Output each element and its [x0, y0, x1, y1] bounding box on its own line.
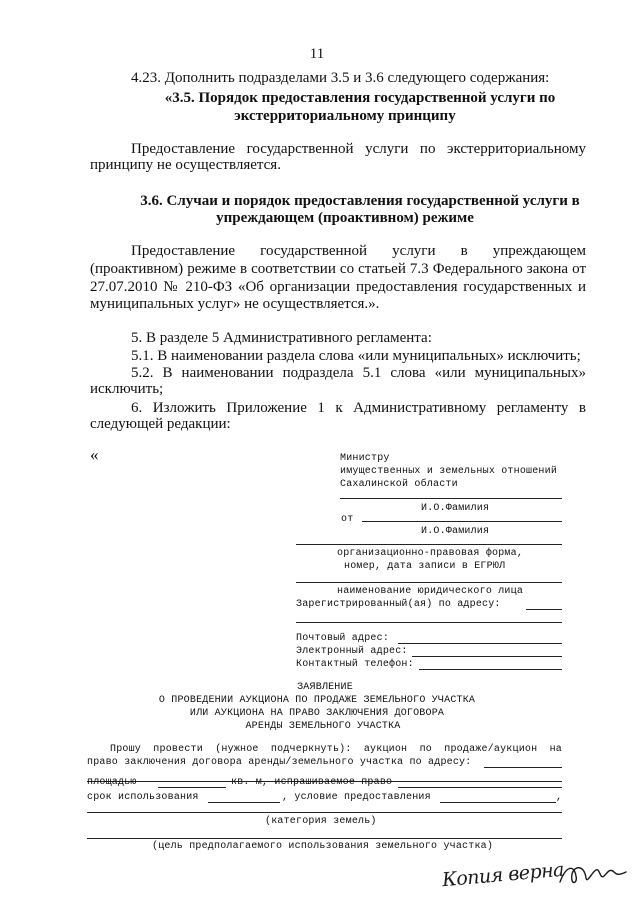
section-3-6-paragraph-line-3: 27.07.2010 № 210-ФЗ «Об организации предоставления государственных и	[90, 279, 586, 295]
org-form-line	[296, 544, 562, 545]
purpose-caption: (цель предполагаемого использования земельного участка)	[152, 841, 494, 852]
requested-right-field[interactable]	[398, 787, 562, 788]
application-heading-1: ЗАЯВЛЕНИЕ	[297, 682, 353, 693]
area-unit-label: кв. м, испрашиваемое право	[231, 777, 393, 788]
item-5-1: 5.1. В наименовании раздела слова «или муниципальных» исключить;	[131, 348, 581, 364]
section-3-6-paragraph-line-2: (проактивном) режиме в соответствии со статьей 7.3 Федерального закона от	[90, 261, 586, 277]
application-heading-2: О ПРОВЕДЕНИИ АУКЦИОНА ПО ПРОДАЖЕ ЗЕМЕЛЬНОГО УЧАСТКА	[158, 695, 476, 706]
section-3-6-title-line-1: 3.6. Случаи и порядок предоставления государственной услуги в	[140, 193, 580, 209]
land-category-line[interactable]	[87, 812, 562, 813]
org-form-caption-2: номер, дата записи в ЕГРЮЛ	[344, 561, 506, 572]
item-5-2-line-1: 5.2. В наименовании подраздела 5.1 слова «или муниципальных»	[131, 365, 586, 381]
section-3-6-paragraph-line-1: Предоставление государственной услуги в упреждающем	[131, 243, 586, 259]
postal-address-label: Почтовый адрес:	[296, 633, 390, 644]
request-line-2: право заключения договора аренды/земельного участка по адресу:	[87, 757, 472, 768]
phone-field[interactable]	[419, 669, 562, 670]
from-label: от	[341, 514, 354, 525]
section-3-5-paragraph-line-1: Предоставление государственной услуги по экстерриториальному	[131, 141, 586, 157]
org-form-caption-1: организационно-правовая форма,	[337, 548, 524, 559]
application-heading-4: АРЕНДЫ ЗЕМЕЛЬНОГО УЧАСТКА	[245, 721, 401, 732]
registered-address-line-2[interactable]	[296, 622, 562, 623]
email-label: Электронный адрес:	[296, 646, 408, 657]
postal-address-field[interactable]	[398, 643, 562, 644]
email-field[interactable]	[412, 656, 562, 657]
condition-comma: ,	[556, 792, 563, 803]
addressee-line-2: имущественных и земельных отношений	[340, 466, 558, 477]
addressee-line-3: Сахалинской области	[340, 479, 458, 490]
item-5-2-line-2: исключить;	[90, 381, 164, 397]
land-category-caption: (категория земель)	[265, 816, 377, 827]
signature-icon	[556, 860, 630, 890]
item-4-23: 4.23. Дополнить подразделами 3.5 и 3.6 следующего содержания:	[131, 70, 550, 86]
section-3-6-paragraph-line-4: муниципальных услуг» не осуществляется.».	[90, 296, 380, 312]
phone-label: Контактный телефон:	[296, 659, 414, 670]
addressee-line-1: Министру	[340, 453, 390, 464]
application-heading-3: ИЛИ АУКЦИОНА НА ПРАВО ЗАКЛЮЧЕНИЯ ДОГОВОРА	[189, 708, 445, 719]
purpose-line[interactable]	[87, 838, 562, 839]
addressee-name-line	[340, 498, 562, 499]
legal-name-caption: наименование юридического лица	[337, 586, 524, 597]
registered-address-label: Зарегистрированный(ая) по адресу:	[296, 599, 501, 610]
section-3-6-title-line-2: упреждающем (проактивном) режиме	[216, 210, 474, 226]
term-field[interactable]	[208, 802, 280, 803]
item-5: 5. В разделе 5 Административного регламента:	[131, 330, 432, 346]
address-field[interactable]	[484, 767, 562, 768]
page-number: 11	[309, 46, 325, 62]
section-3-5-title-line-2: экстерриториальному принципу	[234, 108, 456, 124]
registered-address-field[interactable]	[526, 609, 562, 610]
area-label: площадью	[87, 777, 137, 788]
item-6-line-1: 6. Изложить Приложение 1 к Административному регламенту в	[131, 400, 586, 416]
condition-field[interactable]	[440, 802, 556, 803]
handwritten-certification: Копия верна	[441, 858, 565, 892]
addressee-fio-caption: И.О.Фамилия	[421, 503, 490, 514]
request-line-1: Прошу провести (нужное подчеркнуть): аукцион по продаже/аукцион на	[110, 744, 562, 755]
legal-name-line	[296, 582, 562, 583]
condition-label: , условие предоставления	[282, 792, 431, 803]
item-6-line-2: следующей редакции:	[90, 416, 231, 432]
section-3-5-title-line-1: «3.5. Порядок предоставления государственной услуги по	[164, 90, 556, 106]
section-3-5-paragraph-line-2: принципу не осуществляется.	[90, 157, 281, 173]
opening-quote: «	[90, 445, 99, 464]
term-label: срок использования	[87, 792, 199, 803]
area-field[interactable]	[158, 787, 226, 788]
applicant-name-line	[362, 521, 562, 522]
applicant-fio-caption: И.О.Фамилия	[421, 526, 490, 537]
